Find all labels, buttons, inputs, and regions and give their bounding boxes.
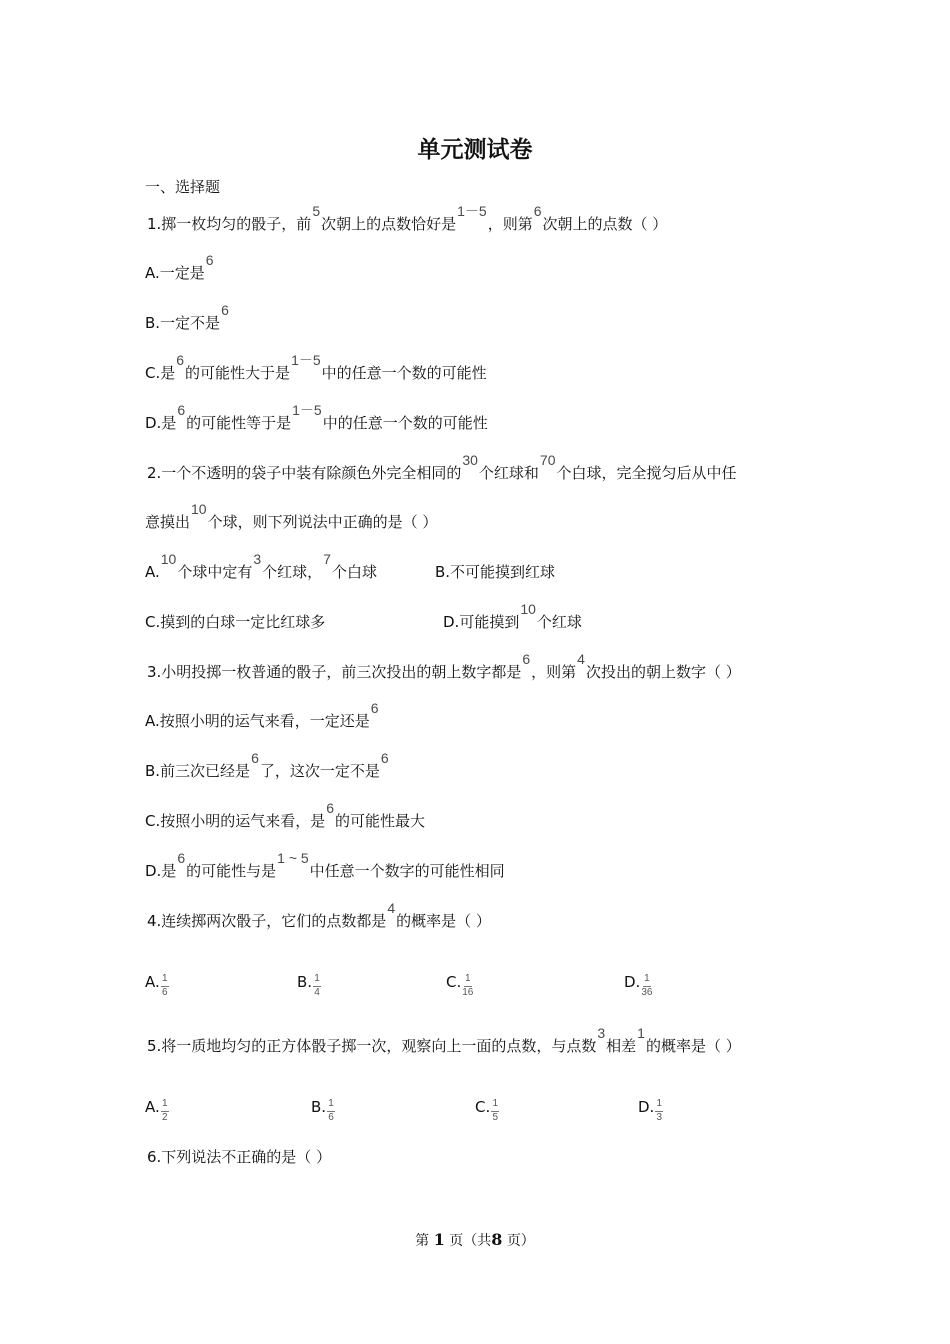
question-5-option-c: C. $\frac{1}{5}$ — [475, 1098, 499, 1123]
question-3-option-b: B.前三次已经是6了，这次一定不是6 — [145, 750, 389, 780]
question-5-option-a: A. $\frac{1}{2}$ — [145, 1098, 168, 1123]
question-3-option-d: D.是6的可能性与是1 ~ 5中任意一个数字的可能性相同 — [145, 850, 505, 880]
question-4-stem: 4.连续掷两次骰子，它们的点数都是4的概率是（ ） — [147, 900, 491, 930]
question-2-option-c: C.摸到的白球一定比红球多 — [145, 613, 326, 631]
question-2-stem-line1: 2.一个不透明的袋子中装有除颜色外完全相同的30个红球和70个白球，完全搅匀后从中任 — [147, 452, 737, 482]
question-1-option-a: A.一定是6 — [145, 252, 214, 282]
question-3-stem: 3.小明投掷一枚普通的骰子，前三次投出的朝上数字都是6，则第4次投出的朝上数字（ ） — [147, 651, 741, 681]
question-2-option-a: A.10个球中定有3个红球，7个白球 — [145, 551, 377, 581]
question-4-option-d: D. $\frac{1}{36}$ — [624, 973, 653, 998]
question-5-option-b: B. $\frac{1}{6}$ — [311, 1098, 334, 1123]
page-title: 单元测试卷 — [417, 136, 533, 163]
question-1-option-b: B.一定不是6 — [145, 302, 229, 332]
question-1-option-d: D.是6的可能性等于是1－5中的任意一个数的可能性 — [145, 402, 488, 432]
question-5-stem: 5.将一质地均匀的正方体骰子掷一次，观察向上一面的点数，与点数3相差1的概率是（ ） — [147, 1025, 741, 1055]
page-footer: 第 1 页（共8 页） — [415, 1230, 535, 1249]
question-1-option-c: C.是6的可能性大于是1－5中的任意一个数的可能性 — [145, 352, 487, 382]
question-2-stem-line2: 意摸出10个球，则下列说法中正确的是（ ） — [145, 501, 438, 531]
question-5-option-d: D. $\frac{1}{3}$ — [638, 1098, 663, 1123]
question-3-option-c: C.按照小明的运气来看，是6的可能性最大 — [145, 800, 426, 830]
question-6-stem: 6.下列说法不正确的是（ ） — [147, 1148, 332, 1166]
page-total: 8 — [491, 1230, 503, 1249]
page-number: 1 — [433, 1230, 445, 1249]
question-4-option-b: B. $\frac{1}{4}$ — [297, 973, 320, 998]
question-3-option-a: A.按照小明的运气来看，一定还是6 — [145, 700, 379, 730]
question-2-option-d: D.可能摸到10个红球 — [443, 601, 582, 631]
question-4-option-a: A. $\frac{1}{6}$ — [145, 973, 168, 998]
section-heading: 一、选择题 — [145, 178, 221, 196]
question-2-option-b: B.不可能摸到红球 — [435, 563, 556, 581]
question-1-stem: 1.掷一枚均匀的骰子，前5次朝上的点数恰好是1－5，则第6次朝上的点数（ ） — [147, 203, 668, 233]
question-4-option-c: C. $\frac{1}{16}$ — [446, 973, 474, 998]
